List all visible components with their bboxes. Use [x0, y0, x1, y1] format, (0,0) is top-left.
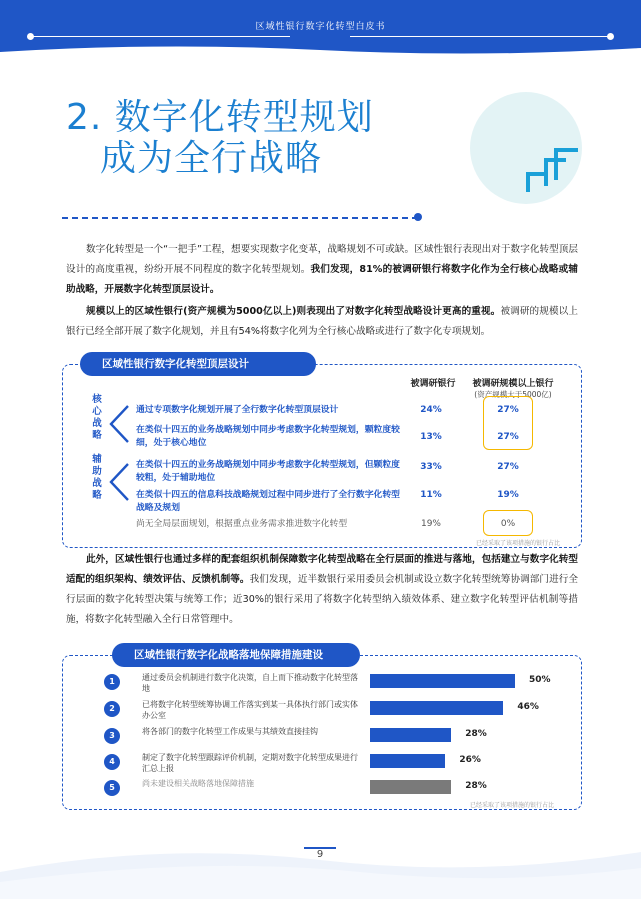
bracket-chevron-icon — [108, 462, 130, 502]
chart-bar — [370, 701, 503, 715]
design-row-1-surveyed: 24% — [420, 405, 442, 415]
page-title-line-1: 2. 数字化转型规划 — [66, 97, 374, 138]
paragraph-3-text: 我们发现，近半数银行采用委员会机制或设立数字化转型统筹协调部门进行全行层面的数字化转型决策与统筹工作；近30%的银行采用了将数字化转型纳入绩效体系、建立数字化转型评估机制等措施，将数字化转型融入全行日常管理中。 — [66, 574, 579, 625]
measure-label: 已将数字化转型统筹协调工作落实到某一具体执行部门或实体办公室 — [142, 700, 358, 720]
bracket-chevron-icon — [108, 404, 130, 444]
chart-bar-value-label: 26% — [459, 755, 481, 765]
measure-label: 制定了数字化转型跟踪评价机制，定期对数字化转型成果进行汇总上报 — [142, 753, 358, 773]
chart-bar — [370, 728, 451, 742]
title-divider — [62, 217, 418, 219]
design-row-1-label: 通过专项数字化规划开展了全行数字化转型顶层设计 — [136, 405, 339, 415]
group-label-core-strategy: 核心战略 — [92, 394, 102, 441]
design-row-5-label: 尚无全局层面规划，根据重点业务需求推进数字化转型 — [136, 519, 348, 529]
design-row-3-surveyed: 33% — [420, 462, 442, 472]
chevron-up-right-icon — [520, 148, 580, 200]
paragraph-2-text: 被调研的规模以上银行已经全部开展了数字化规划，并且有54%将数字化列为全行核心战略或进行了数字化专项规划。 — [66, 306, 578, 337]
highlight-none-large-banks — [483, 510, 533, 536]
measure-label: 通过委员会机制进行数字化决策，自上而下推动数字化转型落地 — [142, 673, 358, 693]
paragraph-2 — [66, 302, 578, 342]
paragraph-2-emphasis: 规模以上的区域性银行(资产规模为5000亿以上)则表现出了对数字化转型战略设计更高的重视。 — [86, 306, 501, 317]
chart-bar-value-label: 28% — [465, 781, 487, 791]
design-row-3-label: 在类似十四五的业务战略规划中同步考虑数字化转型规划，但颗粒度较粗，处于辅助地位 — [136, 460, 400, 483]
design-row-3-large: 27% — [497, 462, 519, 472]
design-row-2-large: 27% — [497, 432, 519, 442]
title-divider-dot — [414, 213, 422, 221]
design-row-1-large: 27% — [497, 405, 519, 415]
highlight-core-large-banks — [483, 396, 533, 450]
group-label-aux-strategy: 辅助战略 — [92, 454, 102, 501]
chart-bar — [370, 754, 445, 768]
measure-number-badge: 2 — [104, 701, 120, 717]
measure-label: 将各部门的数字化转型工作成果与其绩效直接挂钩 — [142, 727, 318, 736]
chart-bar-value-label: 50% — [529, 675, 551, 685]
paragraph-1-text: 数字化转型是一个“一把手”工程，想要实现数字化变革，战略规划不可或缺。区域性银行表现出对于数字化转型顶层设计的高度重视，纷纷开展不同程度的数字化转型规划。 — [66, 244, 578, 275]
chart-bar-value-label: 28% — [465, 729, 487, 739]
chart-bar — [370, 674, 515, 688]
chart-bar-value-label: 46% — [517, 702, 539, 712]
measure-number-badge: 5 — [104, 780, 120, 796]
measure-number-badge: 4 — [104, 754, 120, 770]
column-header-surveyed: 被调研银行 — [410, 379, 456, 389]
design-row-4-large: 19% — [497, 490, 519, 500]
header-rule-left — [30, 36, 290, 37]
measure-number-badge: 3 — [104, 728, 120, 744]
header-dot-right — [607, 33, 614, 40]
paragraph-1 — [66, 240, 578, 300]
design-row-2-label: 在类似十四五的业务战略规划中同步考虑数字化转型规划，颗粒度较细，处于核心地位 — [136, 425, 400, 448]
chart-source-note: 已经采取了该项措施的银行占比 — [470, 802, 555, 809]
header-rule-right — [350, 36, 610, 37]
page-number: 9 — [316, 849, 324, 860]
chart-title: 区域性银行数字化战略落地保障措施建设 — [112, 643, 360, 667]
design-row-4-label: 在类似十四五的信息科技战略规划过程中同步进行了全行数字化转型战略及规划 — [136, 490, 400, 513]
header-band — [0, 0, 641, 46]
design-row-5-large: 0% — [500, 519, 516, 529]
header-dot-left — [27, 33, 34, 40]
top-level-design-title: 区域性银行数字化转型顶层设计 — [80, 352, 316, 376]
footer-wave — [0, 832, 641, 899]
column-header-large-banks: 被调研规模以上银行 — [472, 379, 554, 389]
paragraph-3 — [66, 550, 578, 630]
design-row-2-surveyed: 13% — [420, 432, 442, 442]
paragraph-1-emphasis: 我们发现，81%的被调研银行将数字化作为全行核心战略或辅助战略，开展数字化转型顶层设计。 — [66, 264, 578, 295]
table-source-note: 已经采取了该项措施的银行占比 — [476, 540, 561, 547]
design-row-5-surveyed: 19% — [420, 519, 441, 529]
design-row-4-surveyed: 11% — [420, 490, 442, 500]
header-title: 区域性银行数字化转型白皮书 — [255, 22, 386, 32]
page-title-line-2: 成为全行战略 — [100, 138, 323, 179]
header-wave — [0, 44, 641, 56]
measure-label: 尚未建设相关战略落地保障措施 — [142, 779, 254, 788]
chart-bar — [370, 780, 451, 794]
paragraph-3-emphasis: 此外，区域性银行也通过多样的配套组织机制保障数字化转型战略在全行层面的推进与落地，包括建立与数字化转型适配的组织架构、绩效评估、反馈机制等。 — [66, 554, 578, 585]
column-subheader-large-banks: (资产规模大于5000亿) — [474, 390, 552, 399]
measure-number-badge: 1 — [104, 674, 120, 690]
